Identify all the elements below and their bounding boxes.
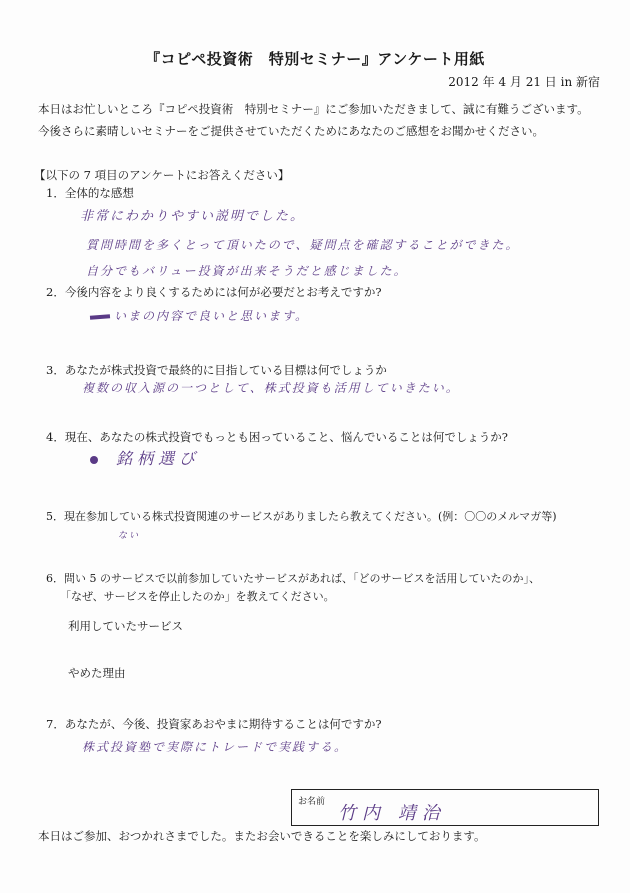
answer-2-text: いまの内容で良いと思います。 <box>114 309 310 323</box>
answer-1-line-3: 自分でもバリュー投資が出来そうだと感じました。 <box>86 264 408 278</box>
instructions: 【以下の 7 項目のアンケートにお答えください】 <box>34 168 290 182</box>
answer-4-text: 銘柄選び <box>116 449 201 468</box>
answer-4 <box>90 446 200 469</box>
question-6-line-1: 6．問い 5 のサービスで以前参加していたサービスがあれば、「どのサービスを活用していたのか」、 <box>46 572 540 585</box>
question-6-sub-reason: やめた理由 <box>68 666 126 680</box>
name-box <box>291 789 599 826</box>
question-3: 3．あなたが株式投資で最終的に目指している目標は何でしょうか <box>46 363 387 377</box>
strikethrough-mark <box>90 314 110 319</box>
question-6-sub-used: 利用していたサービス <box>68 619 183 633</box>
question-7: 7．あなたが、今後、投資家あおやまに期待することは何ですか? <box>46 717 382 731</box>
question-1: 1．全体的な感想 <box>46 186 134 200</box>
answer-1-line-1: 非常にわかりやすい説明でした。 <box>80 209 306 224</box>
question-2: 2．今後内容をより良くするためには何が必要だとお考えですか? <box>46 285 382 299</box>
event-date: 2012 年 4 月 21 日 in 新宿 <box>448 75 600 89</box>
answer-7: 株式投資塾で実際にトレードで実践する。 <box>82 740 349 754</box>
question-5: 5．現在参加している株式投資関連のサービスがありましたら教えてください。(例：〇〇のメルマガ等) <box>46 510 557 523</box>
answer-2 <box>90 307 309 324</box>
question-6-line-2: 「なぜ、サービスを停止したのか」を教えてください。 <box>60 590 335 603</box>
footer-message: 本日はご参加、おつかれさまでした。またお会いできることを楽しみにしております。 <box>38 829 486 843</box>
name-label: お名前 <box>298 797 326 807</box>
intro-line-1: 本日はお忙しいところ『コピペ投資術 特別セミナー』にご参加いただきまして、誠に有難うございます。 <box>38 102 589 116</box>
answer-1-line-2: 質問時間を多くとって頂いたので、疑問点を確認することができた。 <box>86 238 520 252</box>
question-4: 4．現在、あなたの株式投資でもっとも困っていること、悩んでいることは何でしょうか? <box>46 430 508 444</box>
name-value: 竹内 靖治 <box>338 803 446 824</box>
answer-5: ない <box>118 531 141 541</box>
ink-blot <box>90 456 98 464</box>
answer-3: 複数の収入源の一つとして、株式投資も活用していきたい。 <box>82 381 460 395</box>
page-title: 『コピペ投資術 特別セミナー』アンケート用紙 <box>145 50 485 68</box>
intro-line-2: 今後さらに素晴しいセミナーをご提供させていただくためにあなたのご感想をお聞かせください。 <box>38 124 544 138</box>
